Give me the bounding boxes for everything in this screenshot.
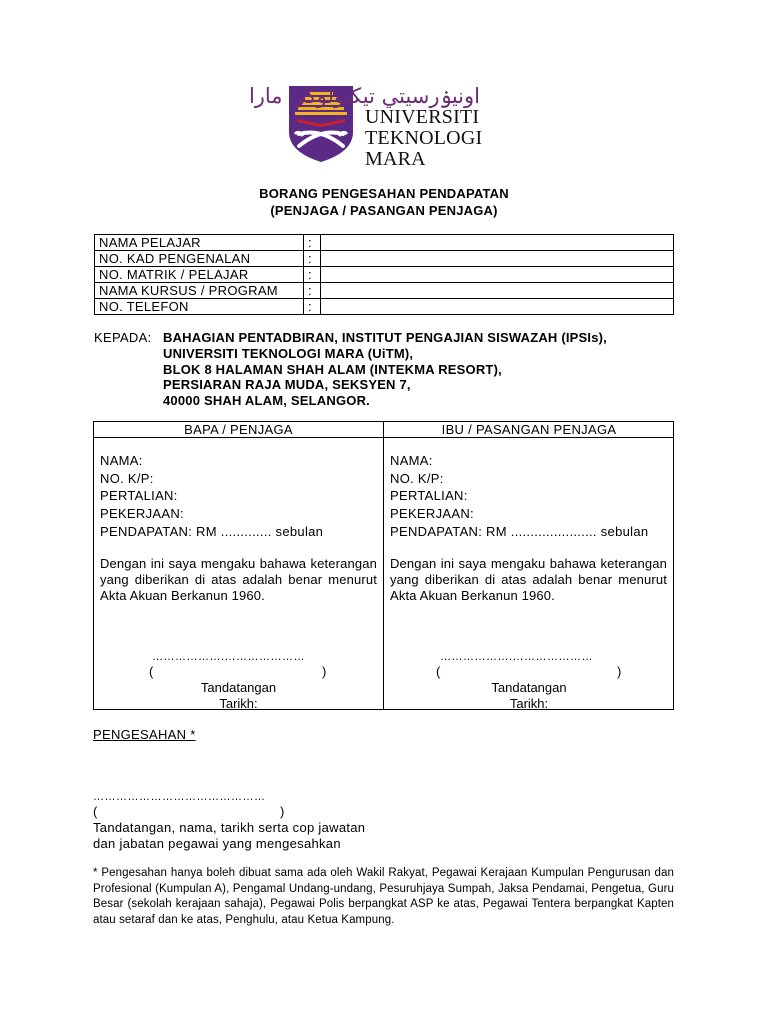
table-divider	[93, 437, 674, 438]
pengesahan-heading: PENGESAHAN *	[93, 727, 196, 742]
field-value-telefon[interactable]	[321, 299, 674, 315]
table-divider	[383, 421, 384, 710]
form-title: BORANG PENGESAHAN PENDAPATAN	[259, 186, 509, 201]
table-row	[95, 299, 674, 315]
field-label-kursus: NAMA KURSUS / PROGRAM	[95, 283, 304, 299]
field-colon: :	[304, 235, 321, 251]
field-label-matrik: NO. MATRIK / PELAJAR	[95, 267, 304, 283]
pengesahan-bracket-close: )	[280, 804, 285, 819]
address-line: UNIVERSITI TEKNOLOGI MARA (UiTM),	[163, 346, 414, 361]
table-row	[95, 235, 674, 251]
ibu-bracket-open: (	[436, 664, 441, 679]
address-line: BAHAGIAN PENTADBIRAN, INSTITUT PENGAJIAN SISWAZAH (IPSIs),	[163, 330, 607, 345]
bapa-pekerjaan-label: PEKERJAAN:	[100, 506, 184, 521]
bapa-tandatangan-label: Tandatangan	[200, 680, 277, 695]
field-colon: :	[304, 283, 321, 299]
table-row	[95, 267, 674, 283]
ibu-pertalian-label: PERTALIAN:	[390, 488, 468, 503]
ibu-pendapatan-label: PENDAPATAN: RM ...................... sebulan	[390, 524, 649, 539]
bapa-bracket-open: (	[149, 664, 154, 679]
field-value-kad-pengenalan[interactable]	[321, 251, 674, 267]
pengesahan-footnote: * Pengesahan hanya boleh dibuat sama ada oleh Wakil Rakyat, Pegawai Kerajaan Kumpulan Pengurusan dan Profesional (Kumpulan A), Pengamal Undang-undang, Pesuruhjaya Sumpah, Jaksa Pendamai, Pengetua, Guru Besar (sekolah kerajaan sahaja), Pegawai Polis berpangkat ASP ke atas, Pegawai Tentera berpangkat Kapten atau setaraf dan ke atas, Penghulu, atau Ketua Kampung.	[93, 867, 674, 926]
bapa-pertalian-label: PERTALIAN:	[100, 488, 178, 503]
field-value-kursus[interactable]	[321, 283, 674, 299]
logo-text-teknologi: TEKNOLOGI	[365, 127, 483, 149]
ibu-column-header: IBU / PASANGAN PENJAGA	[441, 422, 617, 437]
field-colon: :	[304, 267, 321, 283]
field-colon: :	[304, 299, 321, 315]
field-label-telefon: NO. TELEFON	[95, 299, 304, 315]
ibu-kp-label: NO. K/P:	[390, 471, 444, 486]
pengesahan-instruction-line2: dan jabatan pegawai yang mengesahkan	[93, 836, 341, 851]
logo-text-universiti: UNIVERSITI	[365, 106, 480, 128]
table-row	[95, 251, 674, 267]
ibu-bracket-close: )	[617, 664, 622, 679]
bapa-column-header: BAPA / PENJAGA	[184, 422, 293, 437]
address-line: 40000 SHAH ALAM, SELANGOR.	[163, 393, 370, 408]
bapa-bracket-close: )	[322, 664, 327, 679]
ibu-signature-line: ……………….…………………	[440, 651, 594, 663]
pengesahan-signature-line: ………………………………………	[93, 791, 266, 803]
field-label-kad-pengenalan: NO. KAD PENGENALAN	[95, 251, 304, 267]
bapa-pendapatan-label: PENDAPATAN: RM ............. sebulan	[100, 524, 324, 539]
field-value-nama-pelajar[interactable]	[321, 235, 674, 251]
field-value-matrik[interactable]	[321, 267, 674, 283]
table-row	[95, 283, 674, 299]
address-line: BLOK 8 HALAMAN SHAH ALAM (INTEKMA RESORT),	[163, 362, 502, 377]
bapa-signature-line: ……………….…………………	[152, 651, 306, 663]
field-colon: :	[304, 251, 321, 267]
bapa-tarikh-label: Tarikh:	[219, 696, 258, 711]
ibu-nama-label: NAMA:	[390, 453, 433, 468]
ibu-tandatangan-label: Tandatangan	[491, 680, 567, 695]
kepada-label: KEPADA:	[94, 330, 152, 345]
address-line: PERSIARAN RAJA MUDA, SEKSYEN 7,	[163, 377, 411, 392]
form-subtitle: (PENJAGA / PASANGAN PENJAGA)	[270, 203, 498, 218]
pengesahan-bracket-open: (	[93, 804, 98, 819]
logo-jawi-text: اونيۏرسيتي تيكنولوڬي مارا	[248, 84, 480, 108]
ibu-declaration: Dengan ini saya mengaku bahawa keterangan yang diberikan di atas adalah benar menurut Akta Akuan Berkanun 1960.	[390, 556, 667, 603]
ibu-tarikh-label: Tarikh:	[509, 696, 549, 711]
bapa-nama-label: NAMA:	[100, 453, 143, 468]
ibu-pekerjaan-label: PEKERJAAN:	[390, 506, 474, 521]
student-info-table	[94, 234, 674, 315]
logo-text-mara: MARA	[365, 148, 426, 170]
pengesahan-instruction-line1: Tandatangan, nama, tarikh serta cop jawatan	[93, 820, 366, 835]
bapa-declaration: Dengan ini saya mengaku bahawa keterangan yang diberikan di atas adalah benar menurut Akta Akuan Berkanun 1960.	[100, 556, 377, 603]
field-label-nama-pelajar: NAMA PELAJAR	[95, 235, 304, 251]
bapa-kp-label: NO. K/P:	[100, 471, 154, 486]
